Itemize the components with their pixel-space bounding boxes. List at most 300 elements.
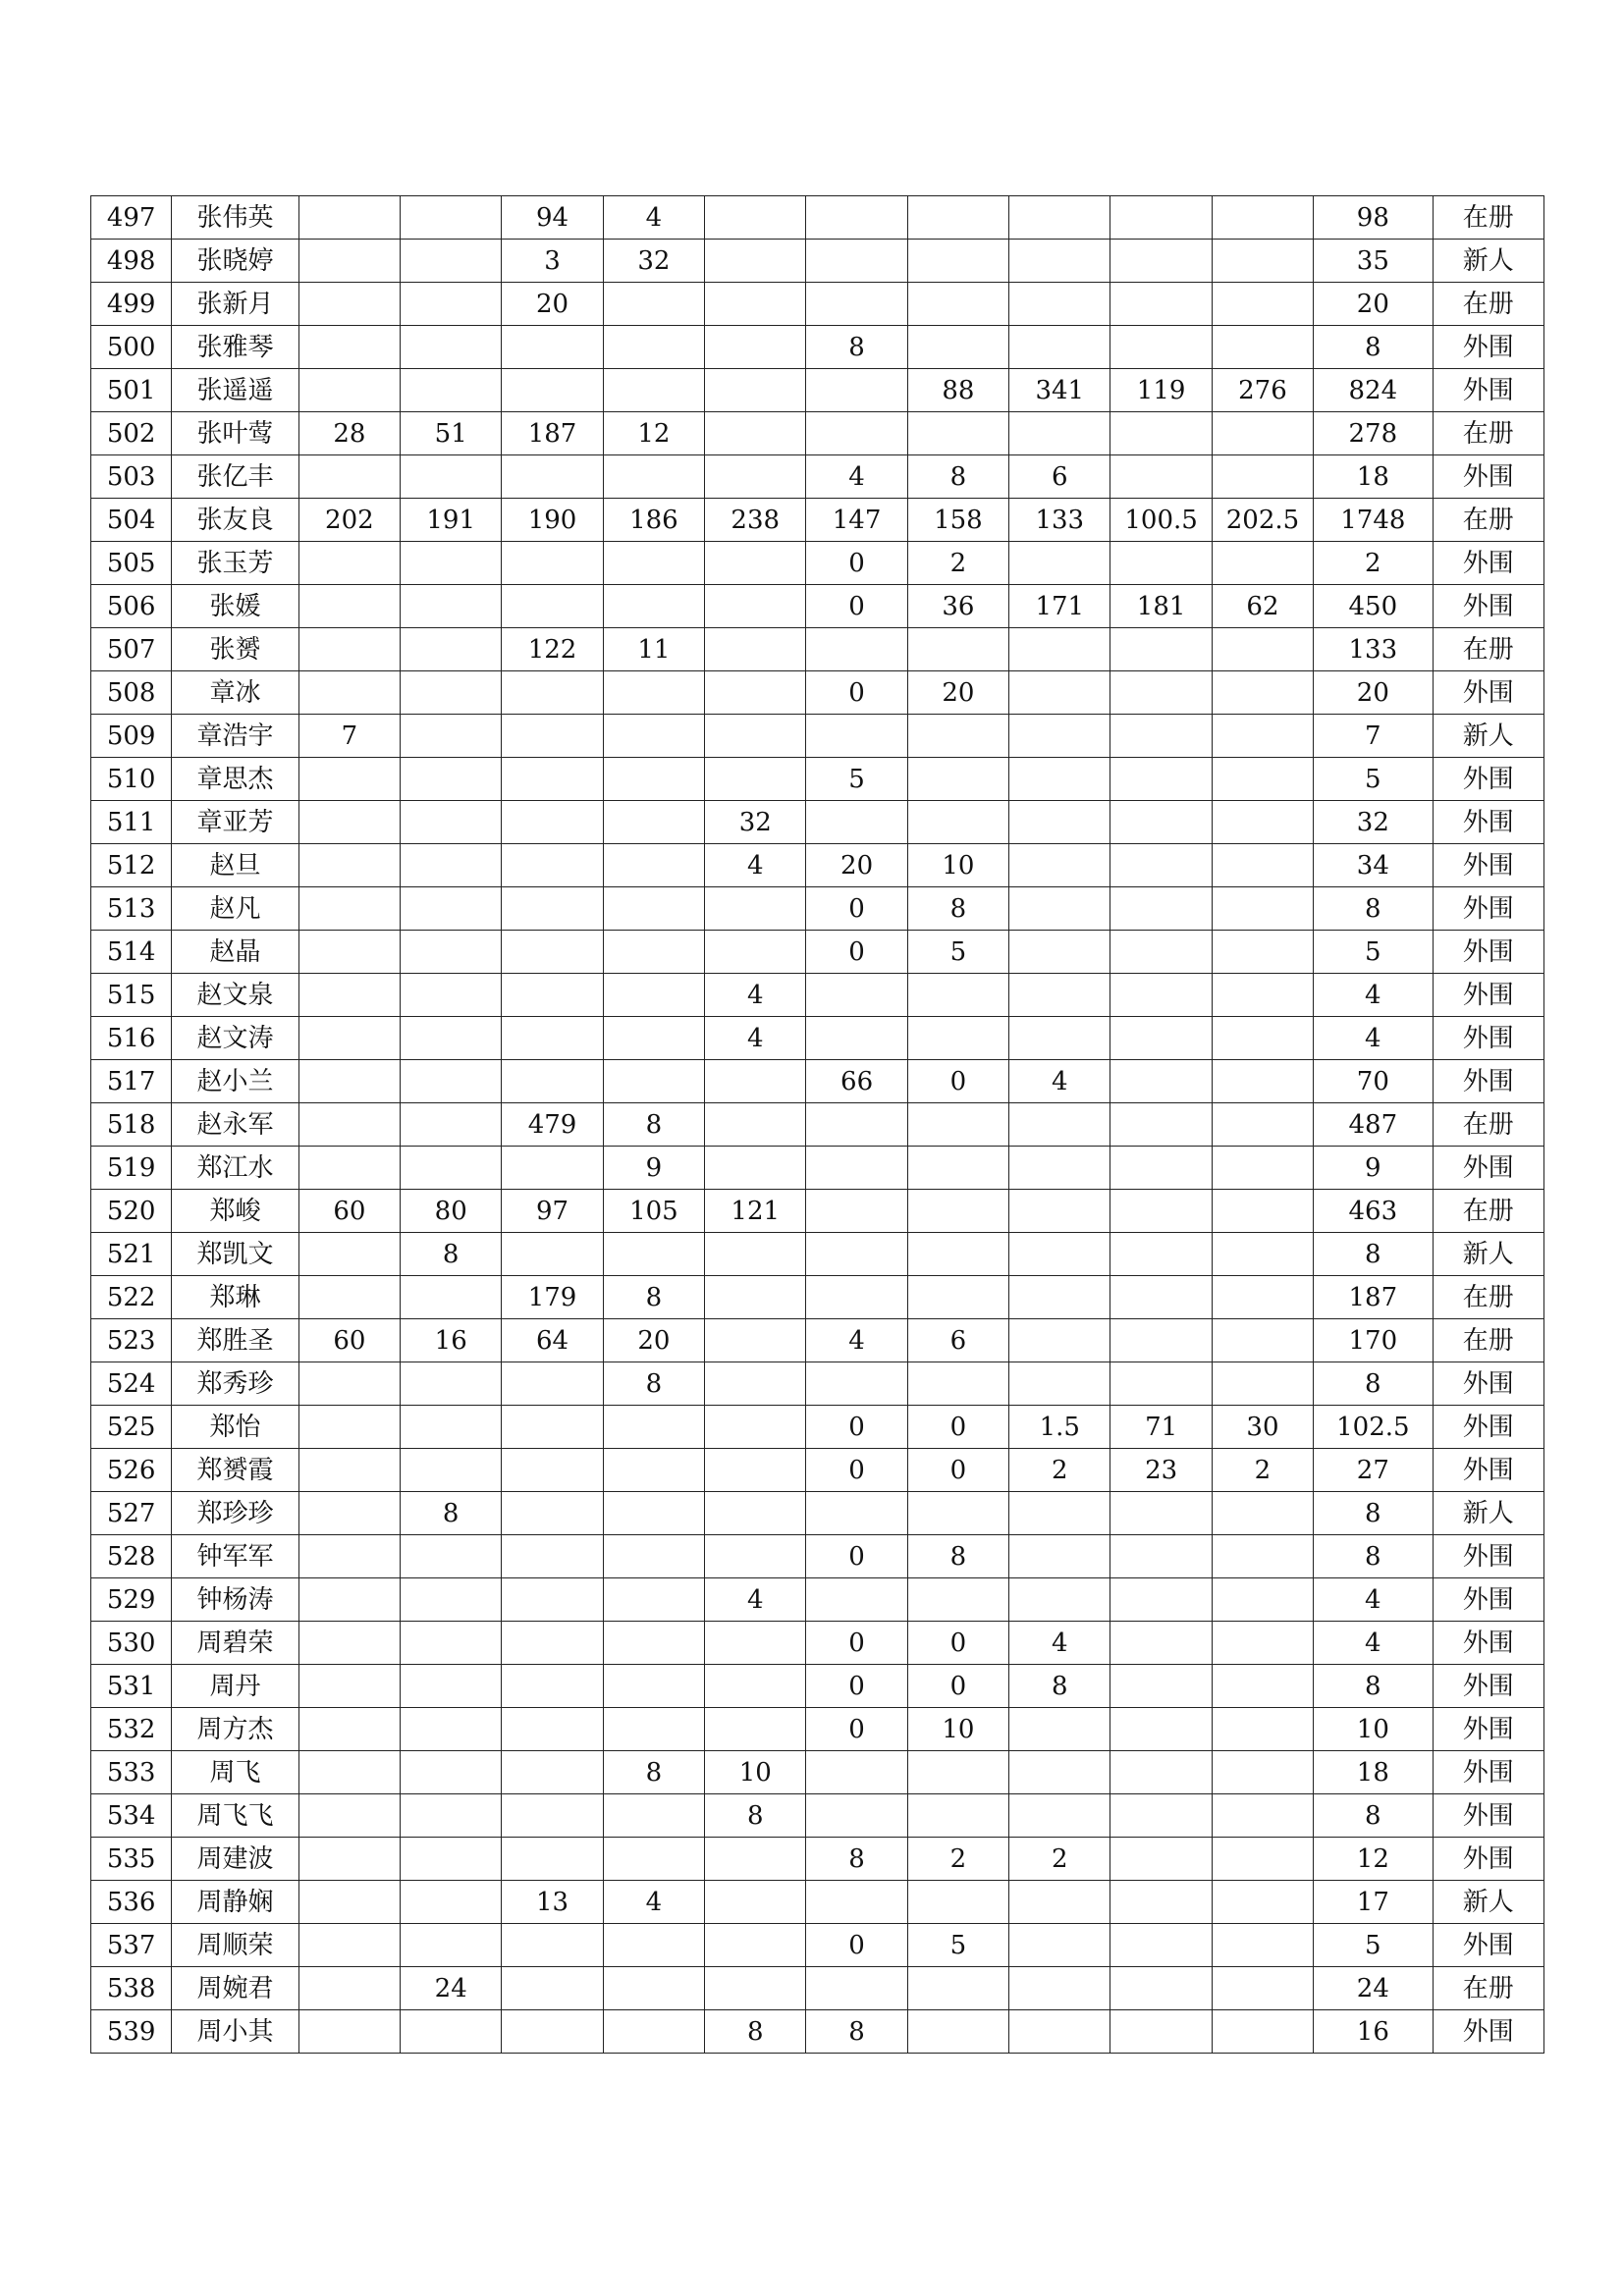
value-cell-4 [603, 1406, 704, 1449]
value-cell-9 [1110, 801, 1212, 844]
person-name-cell: 周静娴 [172, 1881, 298, 1924]
person-name-cell: 张亿丰 [172, 455, 298, 499]
value-cell-9 [1110, 1535, 1212, 1578]
value-cell-8 [1009, 283, 1110, 326]
value-cell-2 [401, 1449, 502, 1492]
status-cell: 在册 [1433, 412, 1543, 455]
table-row [91, 326, 1544, 369]
value-cell-6: 0 [806, 585, 907, 628]
person-name-cell: 郑凯文 [172, 1233, 298, 1276]
value-cell-3 [502, 1362, 603, 1406]
person-name-cell: 张友良 [172, 499, 298, 542]
value-cell-10 [1212, 758, 1313, 801]
value-cell-9 [1110, 1881, 1212, 1924]
value-cell-5 [705, 1233, 806, 1276]
total-cell: 4 [1314, 974, 1433, 1017]
value-cell-8 [1009, 240, 1110, 283]
status-cell: 在册 [1433, 1276, 1543, 1319]
value-cell-1 [298, 1147, 400, 1190]
row-number-cell: 498 [91, 240, 172, 283]
value-cell-8 [1009, 844, 1110, 887]
value-cell-8 [1009, 1362, 1110, 1406]
row-number-cell: 510 [91, 758, 172, 801]
value-cell-9 [1110, 1147, 1212, 1190]
value-cell-10 [1212, 1535, 1313, 1578]
person-name-cell: 赵永军 [172, 1103, 298, 1147]
table-row [91, 1233, 1544, 1276]
total-cell: 5 [1314, 931, 1433, 974]
value-cell-10 [1212, 283, 1313, 326]
person-name-cell: 郑峻 [172, 1190, 298, 1233]
value-cell-8 [1009, 1578, 1110, 1622]
value-cell-4 [603, 1838, 704, 1881]
table-row [91, 1622, 1544, 1665]
value-cell-10 [1212, 1708, 1313, 1751]
value-cell-3: 3 [502, 240, 603, 283]
value-cell-1 [298, 1017, 400, 1060]
total-cell: 9 [1314, 1147, 1433, 1190]
person-name-cell: 周飞飞 [172, 1794, 298, 1838]
row-number-cell: 529 [91, 1578, 172, 1622]
total-cell: 133 [1314, 628, 1433, 671]
value-cell-4 [603, 1924, 704, 1967]
value-cell-1 [298, 758, 400, 801]
value-cell-4: 8 [603, 1276, 704, 1319]
value-cell-8: 1.5 [1009, 1406, 1110, 1449]
person-name-cell: 郑江水 [172, 1147, 298, 1190]
total-cell: 4 [1314, 1578, 1433, 1622]
table-row [91, 585, 1544, 628]
value-cell-5 [705, 1406, 806, 1449]
value-cell-3 [502, 1017, 603, 1060]
row-number-cell: 536 [91, 1881, 172, 1924]
value-cell-5 [705, 1708, 806, 1751]
value-cell-4 [603, 887, 704, 931]
status-cell: 外围 [1433, 1535, 1543, 1578]
value-cell-1 [298, 283, 400, 326]
person-name-cell: 钟军军 [172, 1535, 298, 1578]
value-cell-1 [298, 240, 400, 283]
person-name-cell: 郑秀珍 [172, 1362, 298, 1406]
value-cell-5 [705, 585, 806, 628]
total-cell: 70 [1314, 1060, 1433, 1103]
value-cell-2 [401, 1622, 502, 1665]
value-cell-1 [298, 1708, 400, 1751]
value-cell-4: 11 [603, 628, 704, 671]
value-cell-5 [705, 1362, 806, 1406]
row-number-cell: 514 [91, 931, 172, 974]
value-cell-6 [806, 1881, 907, 1924]
value-cell-4 [603, 1449, 704, 1492]
value-cell-2 [401, 931, 502, 974]
value-cell-5 [705, 1276, 806, 1319]
total-cell: 8 [1314, 1665, 1433, 1708]
value-cell-6: 147 [806, 499, 907, 542]
total-cell: 8 [1314, 1535, 1433, 1578]
status-cell: 新人 [1433, 240, 1543, 283]
value-cell-7 [907, 1881, 1008, 1924]
value-cell-4: 4 [603, 1881, 704, 1924]
value-cell-5 [705, 240, 806, 283]
value-cell-9 [1110, 887, 1212, 931]
row-number-cell: 502 [91, 412, 172, 455]
value-cell-7: 2 [907, 1838, 1008, 1881]
table-row [91, 1881, 1544, 1924]
person-name-cell: 张赟 [172, 628, 298, 671]
value-cell-6: 8 [806, 2010, 907, 2054]
value-cell-5 [705, 1103, 806, 1147]
value-cell-6: 0 [806, 1622, 907, 1665]
total-cell: 35 [1314, 240, 1433, 283]
total-cell: 18 [1314, 1751, 1433, 1794]
value-cell-5 [705, 671, 806, 715]
status-cell: 外围 [1433, 974, 1543, 1017]
value-cell-1 [298, 628, 400, 671]
value-cell-1 [298, 1535, 400, 1578]
table-row [91, 196, 1544, 240]
status-cell: 外围 [1433, 1708, 1543, 1751]
table-row [91, 1017, 1544, 1060]
status-cell: 外围 [1433, 2010, 1543, 2054]
value-cell-7: 0 [907, 1449, 1008, 1492]
value-cell-4 [603, 1665, 704, 1708]
value-cell-3: 187 [502, 412, 603, 455]
value-cell-3 [502, 1233, 603, 1276]
status-cell: 在册 [1433, 1190, 1543, 1233]
value-cell-3 [502, 758, 603, 801]
value-cell-1 [298, 1492, 400, 1535]
value-cell-7 [907, 1492, 1008, 1535]
value-cell-3 [502, 1924, 603, 1967]
value-cell-4 [603, 1622, 704, 1665]
value-cell-3 [502, 1967, 603, 2010]
value-cell-8 [1009, 196, 1110, 240]
value-cell-2 [401, 1362, 502, 1406]
total-cell: 98 [1314, 196, 1433, 240]
value-cell-5 [705, 1622, 806, 1665]
value-cell-9: 181 [1110, 585, 1212, 628]
value-cell-9 [1110, 283, 1212, 326]
status-cell: 外围 [1433, 801, 1543, 844]
value-cell-6 [806, 1233, 907, 1276]
value-cell-7: 158 [907, 499, 1008, 542]
value-cell-8 [1009, 801, 1110, 844]
value-cell-8: 6 [1009, 455, 1110, 499]
status-cell: 外围 [1433, 1838, 1543, 1881]
value-cell-1: 7 [298, 715, 400, 758]
total-cell: 8 [1314, 1492, 1433, 1535]
total-cell: 27 [1314, 1449, 1433, 1492]
value-cell-1 [298, 1406, 400, 1449]
value-cell-9 [1110, 1190, 1212, 1233]
value-cell-7: 6 [907, 1319, 1008, 1362]
value-cell-3 [502, 1838, 603, 1881]
table-row [91, 758, 1544, 801]
value-cell-2 [401, 887, 502, 931]
total-cell: 10 [1314, 1708, 1433, 1751]
person-name-cell: 周丹 [172, 1665, 298, 1708]
table-row [91, 1190, 1544, 1233]
row-number-cell: 534 [91, 1794, 172, 1838]
value-cell-3 [502, 1665, 603, 1708]
value-cell-10 [1212, 1751, 1313, 1794]
value-cell-10 [1212, 455, 1313, 499]
value-cell-2 [401, 240, 502, 283]
row-number-cell: 497 [91, 196, 172, 240]
value-cell-3: 97 [502, 1190, 603, 1233]
value-cell-1 [298, 887, 400, 931]
value-cell-2 [401, 974, 502, 1017]
value-cell-5 [705, 1319, 806, 1362]
row-number-cell: 499 [91, 283, 172, 326]
value-cell-7 [907, 1794, 1008, 1838]
person-name-cell: 赵文泉 [172, 974, 298, 1017]
value-cell-9 [1110, 1924, 1212, 1967]
value-cell-3 [502, 1622, 603, 1665]
value-cell-10 [1212, 931, 1313, 974]
value-cell-6 [806, 628, 907, 671]
person-name-cell: 周飞 [172, 1751, 298, 1794]
value-cell-10: 62 [1212, 585, 1313, 628]
status-cell: 新人 [1433, 715, 1543, 758]
person-name-cell: 赵晶 [172, 931, 298, 974]
status-cell: 在册 [1433, 499, 1543, 542]
value-cell-1 [298, 1967, 400, 2010]
total-cell: 18 [1314, 455, 1433, 499]
status-cell: 外围 [1433, 1665, 1543, 1708]
status-cell: 在册 [1433, 196, 1543, 240]
value-cell-8 [1009, 1708, 1110, 1751]
value-cell-1 [298, 326, 400, 369]
value-cell-9 [1110, 1233, 1212, 1276]
value-cell-4 [603, 715, 704, 758]
row-number-cell: 507 [91, 628, 172, 671]
person-name-cell: 郑琳 [172, 1276, 298, 1319]
value-cell-1 [298, 2010, 400, 2054]
value-cell-1 [298, 1362, 400, 1406]
value-cell-3 [502, 1406, 603, 1449]
value-cell-9 [1110, 2010, 1212, 2054]
value-cell-5 [705, 758, 806, 801]
value-cell-2: 191 [401, 499, 502, 542]
value-cell-3: 64 [502, 1319, 603, 1362]
value-cell-8: 341 [1009, 369, 1110, 412]
row-number-cell: 527 [91, 1492, 172, 1535]
person-name-cell: 周建波 [172, 1838, 298, 1881]
person-name-cell: 周婉君 [172, 1967, 298, 2010]
total-cell: 8 [1314, 887, 1433, 931]
value-cell-8 [1009, 1751, 1110, 1794]
value-cell-9 [1110, 1578, 1212, 1622]
value-cell-10 [1212, 1362, 1313, 1406]
value-cell-8 [1009, 887, 1110, 931]
value-cell-6 [806, 1751, 907, 1794]
row-number-cell: 520 [91, 1190, 172, 1233]
value-cell-5 [705, 455, 806, 499]
value-cell-6: 0 [806, 671, 907, 715]
value-cell-9 [1110, 1838, 1212, 1881]
person-name-cell: 张伟英 [172, 196, 298, 240]
value-cell-10 [1212, 1060, 1313, 1103]
value-cell-5 [705, 887, 806, 931]
value-cell-8: 2 [1009, 1838, 1110, 1881]
table-row [91, 887, 1544, 931]
value-cell-7 [907, 326, 1008, 369]
value-cell-3: 179 [502, 1276, 603, 1319]
total-cell: 487 [1314, 1103, 1433, 1147]
value-cell-10 [1212, 326, 1313, 369]
value-cell-5 [705, 1535, 806, 1578]
value-cell-9 [1110, 1492, 1212, 1535]
value-cell-6 [806, 1276, 907, 1319]
value-cell-1 [298, 1103, 400, 1147]
status-cell: 外围 [1433, 1924, 1543, 1967]
value-cell-8 [1009, 671, 1110, 715]
table-row [91, 974, 1544, 1017]
value-cell-6 [806, 1967, 907, 2010]
value-cell-10 [1212, 1578, 1313, 1622]
value-cell-5: 4 [705, 1578, 806, 1622]
value-cell-9: 119 [1110, 369, 1212, 412]
person-name-cell: 张新月 [172, 283, 298, 326]
value-cell-3: 94 [502, 196, 603, 240]
value-cell-6 [806, 283, 907, 326]
table-row [91, 1362, 1544, 1406]
table-row [91, 1406, 1544, 1449]
value-cell-6: 4 [806, 1319, 907, 1362]
value-cell-6: 8 [806, 1838, 907, 1881]
value-cell-9 [1110, 1276, 1212, 1319]
value-cell-10 [1212, 1103, 1313, 1147]
value-cell-6: 0 [806, 1708, 907, 1751]
value-cell-9 [1110, 628, 1212, 671]
value-cell-3: 20 [502, 283, 603, 326]
value-cell-10 [1212, 974, 1313, 1017]
status-cell: 外围 [1433, 1449, 1543, 1492]
value-cell-6: 4 [806, 455, 907, 499]
value-cell-10: 276 [1212, 369, 1313, 412]
value-cell-10 [1212, 887, 1313, 931]
value-cell-8 [1009, 1276, 1110, 1319]
value-cell-6: 0 [806, 542, 907, 585]
value-cell-9 [1110, 542, 1212, 585]
value-cell-10 [1212, 2010, 1313, 2054]
row-number-cell: 504 [91, 499, 172, 542]
value-cell-1 [298, 1276, 400, 1319]
value-cell-8 [1009, 715, 1110, 758]
value-cell-2 [401, 1535, 502, 1578]
row-number-cell: 503 [91, 455, 172, 499]
value-cell-2 [401, 1578, 502, 1622]
value-cell-3 [502, 455, 603, 499]
row-number-cell: 535 [91, 1838, 172, 1881]
value-cell-7: 0 [907, 1665, 1008, 1708]
person-name-cell: 周顺荣 [172, 1924, 298, 1967]
value-cell-5 [705, 1665, 806, 1708]
value-cell-7: 8 [907, 1535, 1008, 1578]
value-cell-4 [603, 1708, 704, 1751]
row-number-cell: 500 [91, 326, 172, 369]
value-cell-6: 0 [806, 1449, 907, 1492]
value-cell-7 [907, 2010, 1008, 2054]
table-row [91, 1147, 1544, 1190]
table-row [91, 628, 1544, 671]
table-row [91, 2010, 1544, 2054]
status-cell: 新人 [1433, 1233, 1543, 1276]
total-cell: 7 [1314, 715, 1433, 758]
table-row [91, 283, 1544, 326]
value-cell-4: 186 [603, 499, 704, 542]
value-cell-7: 20 [907, 671, 1008, 715]
table-row [91, 1665, 1544, 1708]
table-row [91, 1578, 1544, 1622]
status-cell: 外围 [1433, 1406, 1543, 1449]
value-cell-6 [806, 1578, 907, 1622]
ledger-table [90, 195, 1544, 2054]
value-cell-8 [1009, 412, 1110, 455]
value-cell-6: 66 [806, 1060, 907, 1103]
person-name-cell: 郑赟霞 [172, 1449, 298, 1492]
value-cell-6: 0 [806, 887, 907, 931]
value-cell-8 [1009, 758, 1110, 801]
value-cell-7: 0 [907, 1622, 1008, 1665]
value-cell-6: 0 [806, 1406, 907, 1449]
total-cell: 187 [1314, 1276, 1433, 1319]
value-cell-9 [1110, 974, 1212, 1017]
table-row [91, 542, 1544, 585]
value-cell-5 [705, 1060, 806, 1103]
value-cell-1 [298, 1233, 400, 1276]
value-cell-10 [1212, 412, 1313, 455]
value-cell-7 [907, 1362, 1008, 1406]
value-cell-9 [1110, 1319, 1212, 1362]
value-cell-2 [401, 1406, 502, 1449]
value-cell-6 [806, 412, 907, 455]
value-cell-6 [806, 240, 907, 283]
value-cell-7: 5 [907, 931, 1008, 974]
value-cell-4 [603, 1967, 704, 2010]
person-name-cell: 赵凡 [172, 887, 298, 931]
table-row [91, 1060, 1544, 1103]
row-number-cell: 528 [91, 1535, 172, 1578]
value-cell-7 [907, 240, 1008, 283]
total-cell: 8 [1314, 1362, 1433, 1406]
value-cell-5: 10 [705, 1751, 806, 1794]
table-row [91, 671, 1544, 715]
value-cell-3 [502, 1147, 603, 1190]
table-row [91, 801, 1544, 844]
value-cell-2 [401, 2010, 502, 2054]
value-cell-6 [806, 1362, 907, 1406]
value-cell-2 [401, 369, 502, 412]
value-cell-1 [298, 542, 400, 585]
value-cell-10: 2 [1212, 1449, 1313, 1492]
row-number-cell: 525 [91, 1406, 172, 1449]
value-cell-2 [401, 1924, 502, 1967]
value-cell-1 [298, 844, 400, 887]
table-row [91, 240, 1544, 283]
value-cell-7: 0 [907, 1406, 1008, 1449]
value-cell-4: 4 [603, 196, 704, 240]
value-cell-1 [298, 196, 400, 240]
person-name-cell: 张玉芳 [172, 542, 298, 585]
total-cell: 5 [1314, 1924, 1433, 1967]
total-cell: 20 [1314, 671, 1433, 715]
value-cell-3 [502, 1492, 603, 1535]
value-cell-7: 8 [907, 455, 1008, 499]
status-cell: 外围 [1433, 326, 1543, 369]
row-number-cell: 522 [91, 1276, 172, 1319]
